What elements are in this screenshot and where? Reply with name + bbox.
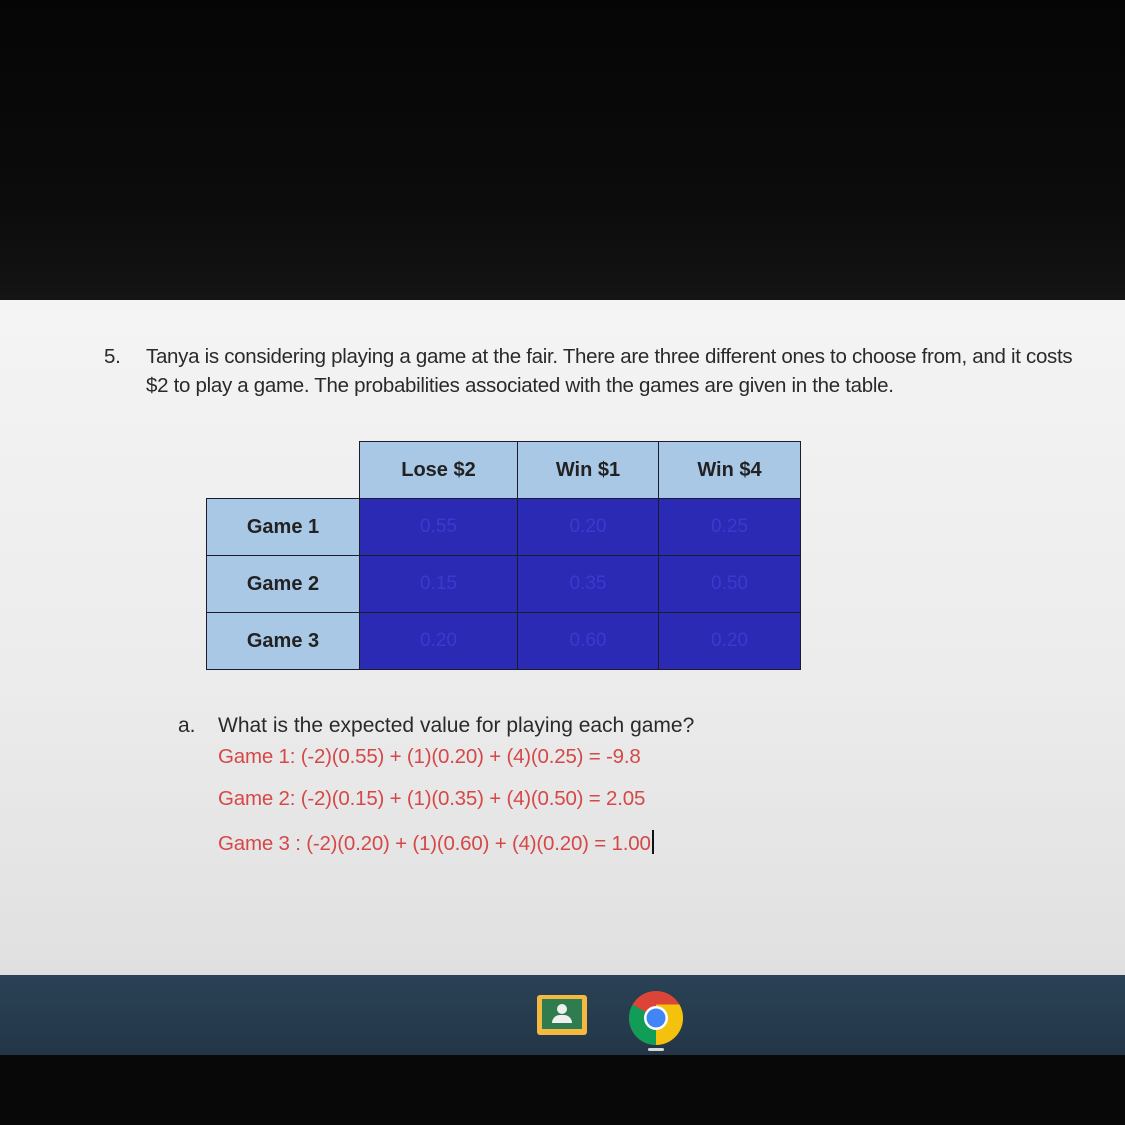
bezel-top bbox=[0, 0, 1125, 300]
probability-table bbox=[206, 441, 801, 670]
header-lose-2: Lose $2 bbox=[360, 442, 518, 499]
header-win-1: Win $1 bbox=[518, 442, 659, 499]
document-screen bbox=[0, 300, 1125, 980]
bezel-bottom bbox=[0, 1055, 1125, 1125]
row-label-game-2: Game 2 bbox=[207, 556, 360, 613]
part-a-prompt: What is the expected value for playing each game? bbox=[218, 714, 695, 737]
answer-game-1[interactable] bbox=[218, 745, 641, 769]
table-cell: 0.20 bbox=[518, 499, 659, 556]
answer-text: Game 3 : (-2)(0.20) + (1)(0.60) + (4)(0.20) = 1.00 bbox=[218, 832, 651, 855]
answer-text: Game 1: (-2)(0.55) + (1)(0.20) + (4)(0.25) = -9.8 bbox=[218, 745, 641, 768]
classroom-person bbox=[557, 1004, 567, 1014]
question-text: Tanya is considering playing a game at the fair. There are three different ones to choose from, and it costs $2 to play a game. The probabilities associated with the games are given in the table. bbox=[146, 345, 1073, 397]
part-a-label: a. bbox=[178, 714, 196, 737]
chrome-icon[interactable] bbox=[628, 990, 684, 1046]
table-header-row bbox=[207, 442, 801, 499]
answer-game-2[interactable] bbox=[218, 787, 645, 811]
table-cell: 0.25 bbox=[659, 499, 801, 556]
taskbar bbox=[0, 975, 1125, 1055]
active-app-indicator bbox=[648, 1048, 664, 1051]
row-label-game-3: Game 3 bbox=[207, 613, 360, 670]
table-cell: 0.60 bbox=[518, 613, 659, 670]
classroom-person-body bbox=[552, 1015, 572, 1023]
answer-text: Game 2: (-2)(0.15) + (1)(0.35) + (4)(0.50) = 2.05 bbox=[218, 787, 646, 810]
table-row bbox=[207, 499, 801, 556]
table-cell: 0.55 bbox=[360, 499, 518, 556]
table-cell: 0.20 bbox=[659, 613, 801, 670]
row-label-game-1: Game 1 bbox=[207, 499, 360, 556]
table-cell: 0.20 bbox=[360, 613, 518, 670]
table-cell: 0.35 bbox=[518, 556, 659, 613]
table-cell: 0.50 bbox=[659, 556, 801, 613]
question-number: 5. bbox=[104, 345, 121, 368]
text-cursor bbox=[652, 830, 654, 854]
header-win-4: Win $4 bbox=[659, 442, 801, 499]
question-5 bbox=[104, 342, 1094, 400]
answer-game-3[interactable] bbox=[218, 830, 654, 856]
table-cell: 0.15 bbox=[360, 556, 518, 613]
table-corner bbox=[207, 442, 360, 499]
google-classroom-icon[interactable] bbox=[537, 995, 587, 1035]
table-row bbox=[207, 556, 801, 613]
table-row bbox=[207, 613, 801, 670]
